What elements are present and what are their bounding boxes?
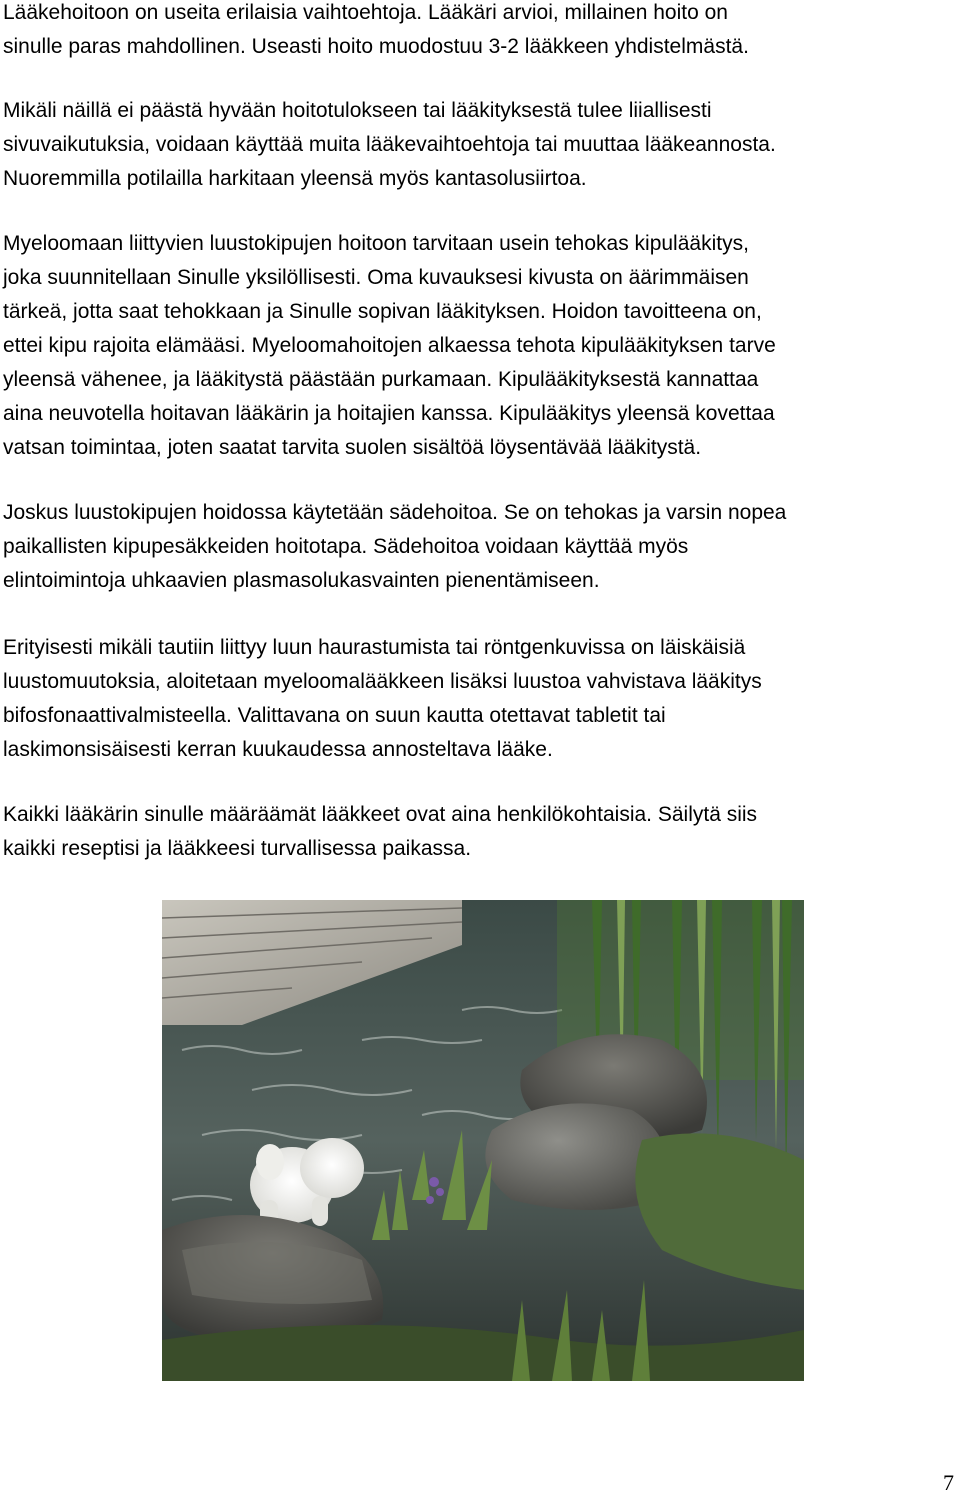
text-line: sinulle paras mahdollinen. Useasti hoito muodostuu 3-2 lääkkeen yhdistelmästä. bbox=[3, 35, 749, 58]
text-line: aina neuvotella hoitavan lääkärin ja hoitajien kanssa. Kipulääkitys yleensä kovettaa bbox=[3, 402, 775, 425]
text-line: kaikki reseptisi ja lääkkeesi turvallisessa paikassa. bbox=[3, 837, 472, 860]
text-line: yleensä vähenee, ja lääkitystä päästään purkamaan. Kipulääkityksestä kannattaa bbox=[3, 368, 759, 391]
text-line: Erityisesti mikäli tautiin liittyy luun haurastumista tai röntgenkuvissa on läiskäisiä bbox=[3, 636, 746, 659]
text-line: bifosfonaattivalmisteella. Valittavana on suun kautta otettavat tabletit tai bbox=[3, 704, 666, 727]
text-line: elintoimintoja uhkaavien plasmasolukasvainten pienentämiseen. bbox=[3, 569, 600, 592]
text-line: joka suunnitellaan Sinulle yksilöllisesti. Oma kuvauksesi kivusta on äärimmäisen bbox=[3, 266, 749, 289]
page-number: 7 bbox=[943, 1470, 954, 1495]
text-line: sivuvaikutuksia, voidaan käyttää muita lääkevaihtoehtoja tai muuttaa lääkeannosta. bbox=[3, 133, 776, 156]
text-line: Joskus luustokipujen hoidossa käytetään sädehoitoa. Se on tehokas ja varsin nopea bbox=[3, 501, 787, 524]
paragraph-treatment-options bbox=[3, 0, 958, 64]
text-line: Lääkehoitoon on useita erilaisia vaihtoehtoja. Lääkäri arvioi, millainen hoito on bbox=[3, 1, 728, 24]
text-line: ettei kipu rajoita elämääsi. Myeloomahoitojen alkaessa tehota kipulääkityksen tarve bbox=[3, 334, 776, 357]
paragraph-alternative-medication bbox=[3, 94, 958, 196]
paragraph-bone-pain bbox=[3, 227, 958, 465]
lakeside-dog-photo bbox=[162, 900, 804, 1381]
text-line: Myeloomaan liittyvien luustokipujen hoitoon tarvitaan usein tehokas kipulääkitys, bbox=[3, 232, 749, 255]
text-line: luustomuutoksia, aloitetaan myeloomalääkkeen lisäksi luustoa vahvistava lääkitys bbox=[3, 670, 762, 693]
text-line: laskimonsisäisesti kerran kuukaudessa annosteltava lääke. bbox=[3, 738, 553, 761]
paragraph-bisphosphonates bbox=[3, 631, 958, 767]
text-line: Mikäli näillä ei päästä hyvään hoitotulokseen tai lääkityksestä tulee liiallisesti bbox=[3, 99, 712, 122]
text-line: Nuoremmilla potilailla harkitaan yleensä myös kantasolusiirtoa. bbox=[3, 167, 587, 190]
text-line: vatsan toimintaa, joten saatat tarvita suolen sisältöä löysentävää lääkitystä. bbox=[3, 436, 702, 459]
paragraph-personal-medicines bbox=[3, 798, 958, 866]
text-line: Kaikki lääkärin sinulle määräämät lääkkeet ovat aina henkilökohtaisia. Säilytä siis bbox=[3, 803, 758, 826]
paragraph-radiotherapy bbox=[3, 496, 958, 598]
text-line: tärkeä, jotta saat tehokkaan ja Sinulle sopivan lääkityksen. Hoidon tavoitteena on, bbox=[3, 300, 762, 323]
text-line: paikallisten kipupesäkkeiden hoitotapa. Sädehoitoa voidaan käyttää myös bbox=[3, 535, 689, 558]
